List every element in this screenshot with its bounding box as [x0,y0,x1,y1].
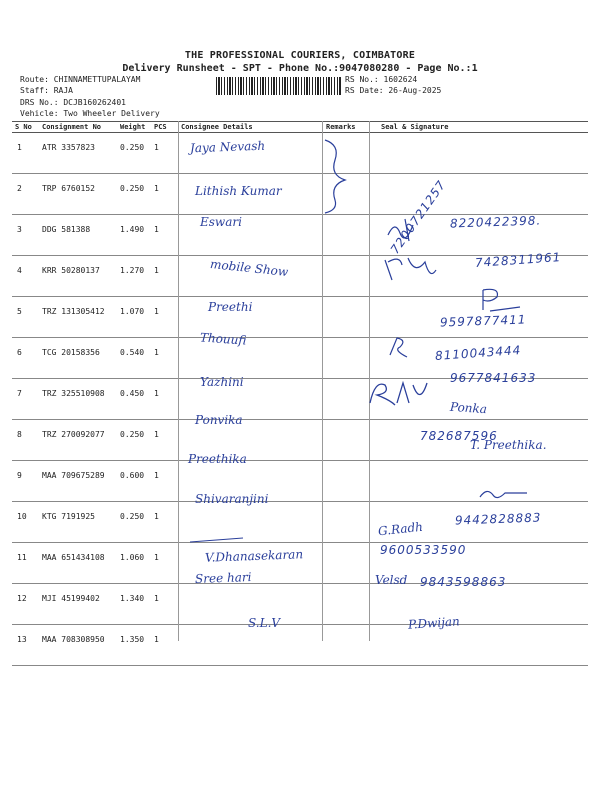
handwritten-consignee: Lithish Kumar [195,183,282,198]
handwritten-consignee: Ponvika [195,412,243,427]
handwritten-signature: Ponka [449,399,488,416]
remarks-cell [323,543,371,584]
handwritten-consignee: Preethika [188,452,247,466]
consignment-number: ATR 3357823 [39,133,117,174]
barcode-image [216,77,342,95]
consignment-number: TRP 6760152 [39,174,117,215]
strike-scribble-icon [188,532,248,548]
weight-value: 0.450 [117,379,151,420]
handwritten-phone: 9843598863 [420,574,507,589]
table-row [12,133,588,174]
weight-value: 1.490 [117,215,151,256]
brace-scribble-icon [320,135,380,215]
handwritten-consignee: Thouufi [199,329,247,348]
handwritten-phone: 7200721257 [387,177,449,256]
pcs-value: 1 [151,543,178,584]
pcs-value: 1 [151,256,178,297]
remarks-cell [323,625,371,666]
signature-cell [371,625,588,666]
row-sno: 3 [12,215,39,256]
handwritten-consignee: Sree hari [194,569,252,586]
pcs-value: 1 [151,338,178,379]
table-row [12,625,588,666]
weight-value: 0.250 [117,420,151,461]
handwritten-signature: G.Radh [377,519,424,539]
handwritten-phone: 9597877411 [439,312,527,330]
pcs-value: 1 [151,584,178,625]
col-header-sno: S No [12,122,39,133]
handwritten-phone: 782687596 [420,428,498,443]
rs-date: RS Date: 26-Aug-2025 [345,86,442,95]
remarks-cell [323,502,371,543]
staff-label: Staff: RAJA [20,86,73,95]
weight-value: 0.250 [117,174,151,215]
col-header-weight: Weight [117,122,151,133]
remarks-cell [323,256,371,297]
handwritten-phone: 7428311961 [474,249,562,270]
handwritten-consignee: mobile Show [209,256,289,279]
handwritten-phone: 9600533590 [380,543,467,557]
handwritten-consignee: Shivaranjini [195,491,269,506]
pcs-value: 1 [151,133,178,174]
row-sno: 2 [12,174,39,215]
signature-cell [371,584,588,625]
signature-scribble-icon [380,250,440,290]
col-header-pcs: PCS [151,122,178,133]
pcs-value: 1 [151,215,178,256]
col-header-consignee: Consignee Details [178,122,323,133]
row-sno: 7 [12,379,39,420]
consignment-number: KTG 7191925 [39,502,117,543]
row-sno: 8 [12,420,39,461]
remarks-cell [323,215,371,256]
handwritten-signature: T. Preethika. [470,438,547,452]
handwritten-signature: P.Dwijan [407,614,461,632]
remarks-cell [323,379,371,420]
handwritten-consignee: Preethi [208,300,253,314]
weight-value: 1.340 [117,584,151,625]
pcs-value: 1 [151,625,178,666]
remarks-cell [323,338,371,379]
remarks-cell [323,297,371,338]
remarks-cell [323,461,371,502]
remarks-cell [323,420,371,461]
weight-value: 0.250 [117,502,151,543]
row-sno: 5 [12,297,39,338]
handwritten-phone: 9677841633 [450,371,537,385]
col-header-consignment: Consignment No [39,122,117,133]
weight-value: 1.270 [117,256,151,297]
divider-consignee [178,121,179,641]
col-header-signature: Seal & Signature [371,122,588,133]
consignment-number: MJI 45199402 [39,584,117,625]
handwritten-consignee: Yazhini [200,375,244,389]
runsheet-title: THE PROFESSIONAL COURIERS, COIMBATORE [184,50,416,61]
consignee-cell [178,625,323,666]
table-row [12,174,588,215]
consignment-number: MAA 651434108 [39,543,117,584]
consignment-number: MAA 709675289 [39,461,117,502]
vehicle-label: Vehicle: Two Wheeler Delivery [20,109,160,118]
weight-value: 1.060 [117,543,151,584]
weight-value: 1.070 [117,297,151,338]
pcs-value: 1 [151,461,178,502]
signature-scribble-icon [365,375,435,410]
pcs-value: 1 [151,174,178,215]
row-sno: 11 [12,543,39,584]
table-header-row [12,122,588,133]
row-sno: 12 [12,584,39,625]
rs-number: RS No.: 1602624 [345,75,418,84]
handwritten-consignee: S.L.V [248,616,281,630]
pcs-value: 1 [151,420,178,461]
weight-value: 0.600 [117,461,151,502]
route-label: Route: CHINNAMETTUPALAYAM [20,75,141,84]
drs-number: DRS No.: DCJB160262401 [20,98,126,107]
handwritten-consignee: Eswari [200,215,242,229]
row-sno: 6 [12,338,39,379]
row-sno: 13 [12,625,39,666]
handwritten-phone: 9442828883 [454,509,542,528]
signature-cell [371,133,588,174]
handwritten-phone: 8220422398. [449,213,542,231]
consignment-number: DDG 581388 [39,215,117,256]
signature-scribble-icon [385,215,425,245]
handwritten-consignee: V.Dhanasekaran [204,547,304,565]
signature-scribble-icon [385,335,415,360]
pcs-value: 1 [151,379,178,420]
consignment-number: TRZ 270092077 [39,420,117,461]
row-sno: 10 [12,502,39,543]
handwritten-signature: Velsd [375,572,408,587]
handwritten-consignee: Jaya Nevash [189,138,266,156]
handwritten-phone: 8110043444 [434,342,522,363]
signature-scribble-icon [475,285,525,315]
pcs-value: 1 [151,502,178,543]
remarks-cell [323,584,371,625]
weight-value: 0.540 [117,338,151,379]
consignment-number: KRR 50280137 [39,256,117,297]
row-sno: 1 [12,133,39,174]
runsheet-subtitle: Delivery Runsheet - SPT - Phone No.:9047080280 - Page No.:1 [122,63,478,74]
col-header-remarks: Remarks [323,122,371,133]
row-sno: 9 [12,461,39,502]
weight-value: 1.350 [117,625,151,666]
table-row [12,584,588,625]
consignment-number: TRZ 131305412 [39,297,117,338]
row-sno: 4 [12,256,39,297]
signature-cell [371,174,588,215]
signature-scribble-icon [475,485,535,505]
pcs-value: 1 [151,297,178,338]
consignment-number: MAA 708308950 [39,625,117,666]
weight-value: 0.250 [117,133,151,174]
consignment-number: TRZ 325510908 [39,379,117,420]
consignment-number: TCG 20158356 [39,338,117,379]
